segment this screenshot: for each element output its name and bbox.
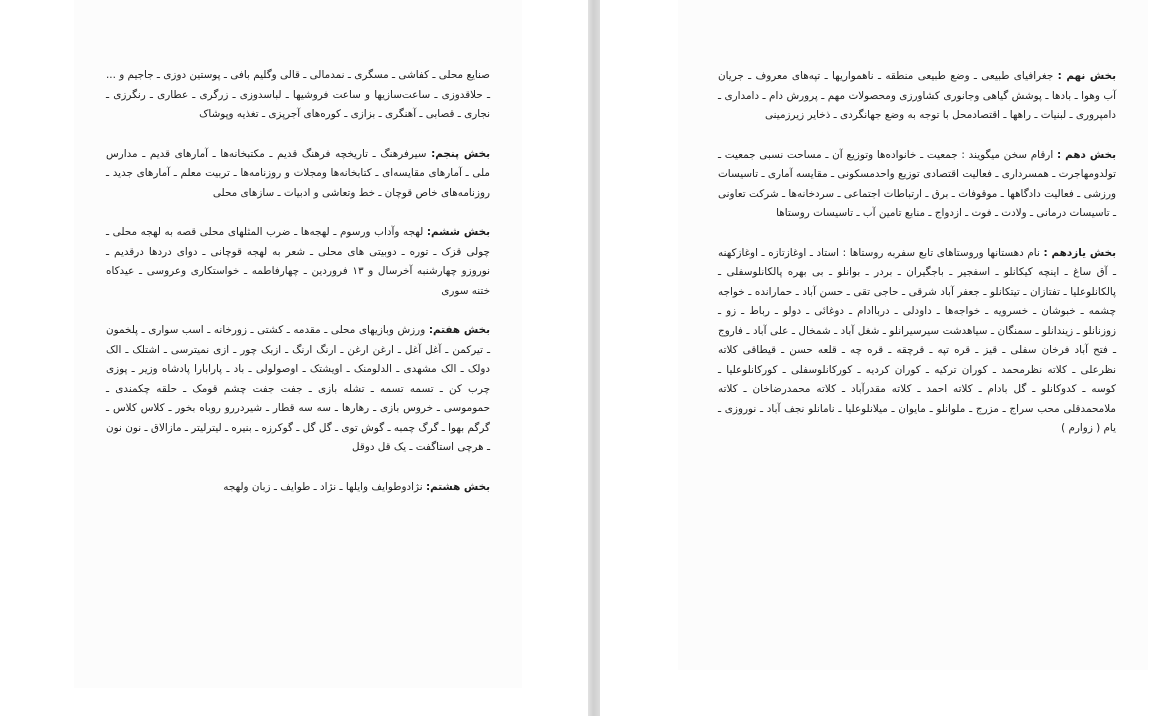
- section-6: [106, 223, 490, 301]
- section-heading: بخش پنجم:: [431, 147, 490, 160]
- section-body: نام دهستانها وروستاهای تابع سفربه روستاها : استاد ـ اوغازتازه ـ اوغازکهنه ـ آق ساغ ـ اینچه کیکانلو ـ اسفجیر ـ باجگیران ـ بردر ـ بوانلو ـ بی بهره پالکانلوسفلی ـ پالکانلوعلیا ـ تفتازان ـ تیتکانلو ـ جعفر آباد شرقی ـ حاجی تقی ـ حسن آباد ـ حمارانده ـ خواجه چشمه ـ خبوشان ـ خسرویه ـ خواجه‌ها ـ داودلی ـ درباادام ـ دوغائی ـ دولو ـ رباط ـ زو ـ زوزنانلو ـ زیندانلو ـ سمنگان ـ سیاهدشت سیرسیرانلو ـ شغل آباد ـ شمخال ـ علی آباد ـ فاروج ـ فتح آباد فرخان سفلی ـ قیز ـ قره تپه ـ قرچقه ـ قره چه ـ قلعه حسن ـ قیطاقی کلاته نظرعلی ـ کلاته نظرمحمد ـ کوران ترکیه ـ کوران کردیه ـ کورکانلوسفلی ـ کورکانلوعلیا ـ کوسه ـ کدوکانلو ـ گل بادام ـ کلاته احمد ـ کلاته مقدرآباد ـ کلاته محمدرضاخان ـ کلاته ملامحمدقلی محب سراج ـ مزرج ـ ملوانلو ـ مایوان ـ میلانلوعلیا ـ نامانلو نجف آباد ـ نوروزی ـ یام ( زوارم ): [718, 246, 1116, 434]
- section-8: [106, 478, 490, 498]
- left-page-text: [106, 66, 490, 517]
- section-11: [718, 244, 1116, 439]
- section-body: سیرفرهنگ ـ تاریخچه فرهنگ قدیم ـ مکتبخانه‌ها ـ آمارهای قدیم ـ مدارس ملی ـ آمارهای مقایسه‌ای ـ کتابخانه‌ها ومجلات و روزنامه‌ها ـ تربیت معلم ـ آمارهای جدید ـ روزنامه‌های خاص قوچان ـ خط وتعاشی و ادبیات ـ سازهای محلی: [106, 147, 490, 199]
- section-body: لهجه وآداب ورسوم ـ لهجه‌ها ـ ضرب المثلهای محلی قصه به لهجه محلی ـ چولی قزک ـ توره ـ دوبیتی های محلی ـ شعر به لهجه قوچانی ـ دوای دردها درقدیم ـ نوروزو چهارشنبه آخرسال و ۱۳ فروردین ـ چهارفاطمه ـ خواستکاری وعروسی ـ عیدکاه ختنه سوری: [106, 226, 490, 297]
- section-10: [718, 146, 1116, 224]
- section-9: [718, 67, 1116, 126]
- section-body: نژادوطوایف وایلها ـ نژاد ـ طوایف ـ زبان ولهجه: [223, 480, 423, 493]
- section-heading: بخش یازدهم :: [1043, 246, 1116, 259]
- section-heading: بخش دهم :: [1056, 148, 1116, 161]
- section-heading: بخش ششم:: [426, 226, 490, 238]
- section-crafts: [106, 66, 490, 125]
- section-heading: بخش نهم :: [1057, 70, 1116, 82]
- section-5: [106, 145, 490, 204]
- section-heading: بخش هشتم:: [425, 480, 490, 493]
- section-body: ارقام سخن میگویند : جمعیت ـ خانواده‌ها وتوزیع آن ـ مساحت نسبی جمعیت ـ تولدومهاجرت ـ همسرداری ـ فعالیت اقتصادی توزیع واحدمسکونی ـ مقایسه آماری ـ تاسیسات ورزشی ـ فعالیت دادگاهها ـ موقوفات ـ برق ـ ارتباطات اجتماعی ـ سردخانه‌ها ـ شرکت تعاونی ـ تاسیسات درمانی ـ ولادت ـ فوت ـ ازدواج ـ منابع تامین آب ـ تاسیسات روستاها: [718, 148, 1116, 219]
- section-body: جغرافیای طبیعی ـ وضع طبیعی منطقه ـ ناهمواریها ـ تپه‌های معروف ـ جریان آب وهوا ـ بادها ـ پوشش گیاهی وجانوری کشاورزی ومحصولات مهم ـ پرورش دام ـ دامداری ـ دامپروری ـ لبنیات ـ راهها ـ اقتصادمحل با توجه به وضع جهانگردی ـ ذخایر زیرزمینی: [718, 70, 1116, 121]
- section-body: ورزش وبازیهای محلی ـ مقدمه ـ کشتی ـ زورخانه ـ اسب سواری ـ پلخمون ـ تیرکمن ـ آغل آغل ـ ارغن ارغن ـ ارنگ ارنگ ـ ازبک چور ـ ازی نمیترسی ـ اشتلک ـ الک دولک ـ الک مشهدی ـ الدلومنک ـ اویشتک ـ اوصولولی ـ باد ـ پارابارا پادشاه وزیر ـ پوزی چرب کن ـ تسمه تسمه ـ تشله بازی ـ جفت جفت چشم قومک ـ حلقه چکمندی ـ حموموسی ـ خروس بازی ـ رهارها ـ سه سه قطار ـ شیردررو روباه بخور ـ کلاس کلاس ـ گرگم بهوا ـ گرگ چمبه ـ گوش توی ـ گل گل ـ گوکرزه ـ بنیره ـ لیترلیتر ـ مازالاق ـ نون نون ـ هرچی استاگفت ـ یک قل دوقل: [106, 324, 490, 453]
- section-body: صنایع محلی ـ کفاشی ـ مسگری ـ نمدمالی ـ قالی وگلیم بافی ـ پوستین دوزی ـ جاجیم و ... ـ حلاقدوزی ـ ساعت‌سازیها و ساعت فروشیها ـ لباسدوزی ـ زرگری ـ عطاری ـ رنگرزی ـ نجاری ـ قصابی ـ آهنگری ـ بزازی ـ کوره‌های آجرپزی ـ تغذیه وپوشاک: [106, 69, 490, 120]
- section-heading: بخش هفتم:: [428, 324, 490, 336]
- page-gutter: [588, 0, 600, 716]
- section-7: [106, 321, 490, 458]
- right-page-text: [718, 67, 1116, 459]
